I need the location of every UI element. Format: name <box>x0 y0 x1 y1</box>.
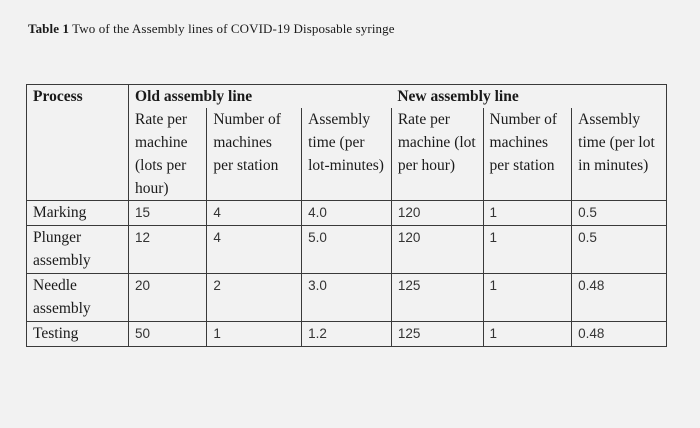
old-time-cell: 5.0 <box>302 226 392 274</box>
new-rate-cell: 120 <box>391 226 483 274</box>
process-cell: Needle assembly <box>27 274 129 322</box>
caption-label: Table 1 <box>28 21 70 36</box>
table-row <box>27 201 667 226</box>
old-time-cell: 4.0 <box>302 201 392 226</box>
new-time-cell: 0.5 <box>572 201 667 226</box>
new-machines-cell: 1 <box>483 322 572 347</box>
new-rate-cell: 120 <box>391 201 483 226</box>
header-group-row <box>27 85 667 109</box>
assembly-lines-table <box>26 84 667 347</box>
process-cell: Testing <box>27 322 129 347</box>
old-machines-cell: 1 <box>207 322 302 347</box>
old-machines-cell: 2 <box>207 274 302 322</box>
caption-text: Two of the Assembly lines of COVID-19 Disposable syringe <box>72 21 395 36</box>
old-rate-cell: 20 <box>129 274 207 322</box>
new-line-header: New assembly line <box>391 85 666 109</box>
new-time-cell: 0.48 <box>572 322 667 347</box>
process-cell: Plunger assembly <box>27 226 129 274</box>
new-rate-header: Rate per machine (lot per hour) <box>391 108 483 201</box>
process-cell: Marking <box>27 201 129 226</box>
table-caption <box>28 21 395 37</box>
old-time-cell: 1.2 <box>302 322 392 347</box>
new-machines-cell: 1 <box>483 201 572 226</box>
old-time-cell: 3.0 <box>302 274 392 322</box>
process-header: Process <box>27 85 129 201</box>
new-machines-header: Number of machines per station <box>483 108 572 201</box>
old-rate-cell: 15 <box>129 201 207 226</box>
new-time-cell: 0.5 <box>572 226 667 274</box>
old-rate-cell: 50 <box>129 322 207 347</box>
new-time-cell: 0.48 <box>572 274 667 322</box>
old-line-header: Old assembly line <box>129 85 392 109</box>
table-row <box>27 274 667 322</box>
old-machines-header: Number of machines per station <box>207 108 302 201</box>
new-machines-cell: 1 <box>483 226 572 274</box>
old-rate-header: Rate per machine (lots per hour) <box>129 108 207 201</box>
table-row <box>27 322 667 347</box>
new-rate-cell: 125 <box>391 274 483 322</box>
new-rate-cell: 125 <box>391 322 483 347</box>
old-machines-cell: 4 <box>207 226 302 274</box>
old-time-header: Assembly time (per lot-minutes) <box>302 108 392 201</box>
new-time-header: Assembly time (per lot in minutes) <box>572 108 667 201</box>
old-machines-cell: 4 <box>207 201 302 226</box>
new-machines-cell: 1 <box>483 274 572 322</box>
table-row <box>27 226 667 274</box>
old-rate-cell: 12 <box>129 226 207 274</box>
